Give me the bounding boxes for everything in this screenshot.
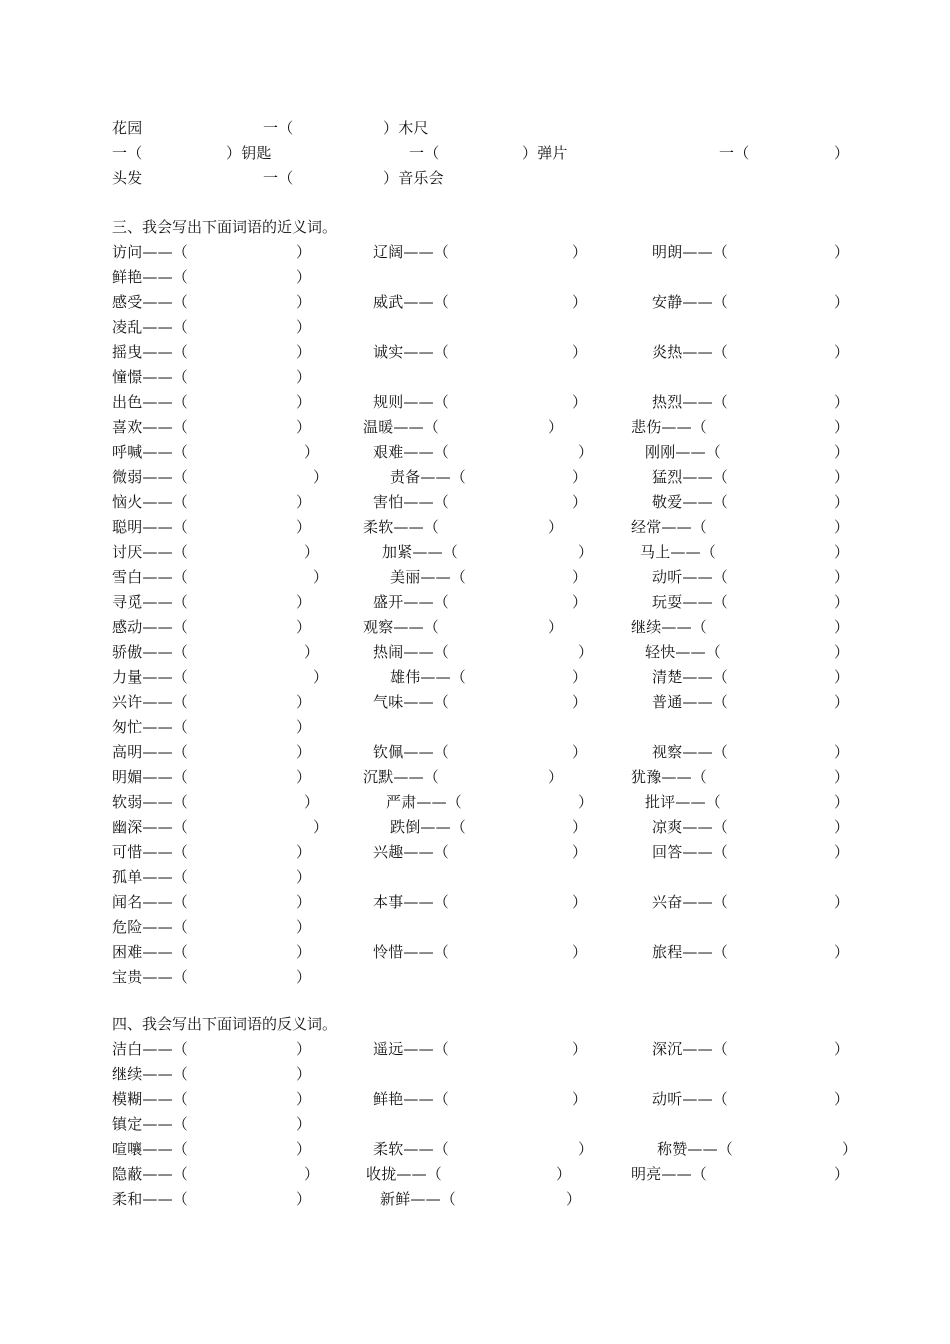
measure-word-text: ）钥匙: [226, 144, 272, 162]
measure-word-blank-open[interactable]: 一（: [263, 119, 294, 137]
synonym-blank-close[interactable]: ）: [304, 793, 320, 811]
antonym-blank-close[interactable]: ）: [578, 1140, 594, 1158]
synonym-blank-close[interactable]: ）: [834, 768, 850, 786]
synonym-word: 责备——（: [390, 468, 467, 486]
synonym-blank-close[interactable]: ）: [834, 618, 850, 636]
synonym-blank-close[interactable]: ）: [578, 543, 594, 561]
synonym-blank-close[interactable]: ）: [834, 593, 850, 611]
measure-word-text: ）音乐会: [383, 169, 444, 187]
synonym-word: 软弱——（: [112, 793, 189, 811]
synonym-blank-close[interactable]: ）: [578, 793, 594, 811]
synonym-blank-close[interactable]: ）: [834, 568, 850, 586]
synonym-blank-close[interactable]: ）: [834, 243, 850, 261]
synonym-blank-close[interactable]: ）: [834, 418, 850, 436]
synonym-blank-close[interactable]: ）: [296, 968, 312, 986]
measure-word-blank-open[interactable]: 一（: [263, 169, 294, 187]
synonym-blank-close[interactable]: ）: [296, 418, 312, 436]
synonym-blank-close[interactable]: ）: [296, 293, 312, 311]
synonym-word: 害怕——（: [373, 493, 450, 511]
synonym-word: 加紧——（: [382, 543, 459, 561]
synonym-word: 沉默——（: [363, 768, 440, 786]
synonym-blank-close[interactable]: ）: [296, 368, 312, 386]
synonym-blank-close[interactable]: ）: [296, 768, 312, 786]
synonym-blank-close[interactable]: ）: [296, 718, 312, 736]
antonym-word: 镇定——（: [112, 1115, 189, 1133]
synonym-blank-close[interactable]: ）: [304, 643, 320, 661]
synonym-word: 继续——（: [631, 618, 708, 636]
synonym-blank-close[interactable]: ）: [834, 668, 850, 686]
measure-word-blank-open[interactable]: 一（: [409, 144, 440, 162]
synonym-word: 宝贵——（: [112, 968, 189, 986]
antonym-blank-close[interactable]: ）: [304, 1165, 320, 1183]
synonym-blank-close[interactable]: ）: [296, 918, 312, 936]
synonym-blank-close[interactable]: ）: [572, 818, 588, 836]
synonym-word: 玩耍——（: [652, 593, 729, 611]
synonym-word: 鲜艳——（: [112, 268, 189, 286]
antonym-blank-close[interactable]: ）: [296, 1090, 312, 1108]
synonym-blank-close[interactable]: ）: [834, 343, 850, 361]
synonym-blank-close[interactable]: ）: [834, 518, 850, 536]
synonym-blank-close[interactable]: ）: [296, 868, 312, 886]
synonym-blank-close[interactable]: ）: [296, 493, 312, 511]
synonym-blank-close[interactable]: ）: [572, 593, 588, 611]
synonym-word: 钦佩——（: [373, 743, 450, 761]
antonym-word: 明亮——（: [631, 1165, 708, 1183]
synonym-blank-close[interactable]: ）: [572, 843, 588, 861]
synonym-blank-close[interactable]: ）: [296, 318, 312, 336]
synonym-blank-close[interactable]: ）: [572, 468, 588, 486]
synonym-word: 力量——（: [112, 668, 189, 686]
synonym-blank-close[interactable]: ）: [572, 393, 588, 411]
measure-word-blank-open[interactable]: 一（: [719, 144, 750, 162]
synonym-word: 骄傲——（: [112, 643, 189, 661]
synonym-word: 感动——（: [112, 618, 189, 636]
antonym-word: 柔和——（: [112, 1190, 189, 1208]
synonym-blank-close[interactable]: ）: [834, 693, 850, 711]
synonym-word: 悲伤——（: [631, 418, 708, 436]
synonym-word: 盛开——（: [373, 593, 450, 611]
synonym-word: 炎热——（: [652, 343, 729, 361]
synonym-blank-close[interactable]: ）: [548, 618, 564, 636]
synonym-word: 憧憬——（: [112, 368, 189, 386]
synonym-word: 温暖——（: [363, 418, 440, 436]
synonym-word: 雄伟——（: [390, 668, 467, 686]
synonym-blank-close[interactable]: ）: [296, 393, 312, 411]
synonym-word: 严肃——（: [386, 793, 463, 811]
antonym-word: 鲜艳——（: [373, 1090, 450, 1108]
synonym-word: 经常——（: [631, 518, 708, 536]
synonym-blank-close[interactable]: ）: [572, 568, 588, 586]
synonym-word: 轻快——（: [645, 643, 722, 661]
synonym-word: 本事——（: [373, 893, 450, 911]
synonym-blank-close[interactable]: ）: [572, 243, 588, 261]
antonym-blank-close[interactable]: ）: [842, 1140, 858, 1158]
synonym-word: 明媚——（: [112, 768, 189, 786]
antonym-word: 隐蔽——（: [112, 1165, 189, 1183]
synonym-blank-close[interactable]: ）: [313, 568, 329, 586]
synonym-word: 凌乱——（: [112, 318, 189, 336]
synonym-word: 兴许——（: [112, 693, 189, 711]
synonym-word: 恼火——（: [112, 493, 189, 511]
synonym-word: 刚刚——（: [645, 443, 722, 461]
synonym-blank-close[interactable]: ）: [572, 343, 588, 361]
synonym-word: 批评——（: [645, 793, 722, 811]
synonym-word: 跌倒——（: [390, 818, 467, 836]
synonym-blank-close[interactable]: ）: [834, 543, 850, 561]
antonym-word: 收拢——（: [366, 1165, 443, 1183]
synonym-word: 马上——（: [640, 543, 717, 561]
antonym-blank-close[interactable]: ）: [834, 1165, 850, 1183]
synonym-word: 旅程——（: [652, 943, 729, 961]
synonym-word: 兴奋——（: [652, 893, 729, 911]
antonym-word: 洁白——（: [112, 1040, 189, 1058]
synonym-word: 艰难——（: [373, 443, 450, 461]
synonym-word: 诚实——（: [373, 343, 450, 361]
synonym-word: 猛烈——（: [652, 468, 729, 486]
synonym-word: 喜欢——（: [112, 418, 189, 436]
synonym-word: 呼喊——（: [112, 443, 189, 461]
synonym-word: 安静——（: [652, 293, 729, 311]
synonym-blank-close[interactable]: ）: [834, 493, 850, 511]
synonym-blank-close[interactable]: ）: [296, 693, 312, 711]
synonym-word: 访问——（: [112, 243, 189, 261]
synonym-blank-close[interactable]: ）: [296, 618, 312, 636]
synonym-blank-close[interactable]: ）: [313, 668, 329, 686]
synonym-word: 摇曳——（: [112, 343, 189, 361]
synonym-word: 规则——（: [373, 393, 450, 411]
synonym-word: 犹豫——（: [631, 768, 708, 786]
synonym-blank-close[interactable]: ）: [572, 693, 588, 711]
synonym-blank-close[interactable]: ）: [296, 243, 312, 261]
synonym-blank-close[interactable]: ）: [296, 893, 312, 911]
synonym-blank-close[interactable]: ）: [296, 518, 312, 536]
synonym-blank-close[interactable]: ）: [834, 843, 850, 861]
synonym-word: 聪明——（: [112, 518, 189, 536]
synonym-word: 幽深——（: [112, 818, 189, 836]
synonym-word: 回答——（: [652, 843, 729, 861]
synonyms-heading: 三、我会写出下面词语的近义词。: [112, 218, 338, 236]
synonym-word: 辽阔——（: [373, 243, 450, 261]
synonym-word: 可惜——（: [112, 843, 189, 861]
synonym-blank-close[interactable]: ）: [572, 668, 588, 686]
synonym-blank-close[interactable]: ）: [313, 818, 329, 836]
measure-word-text: 头发: [112, 169, 143, 187]
synonym-blank-close[interactable]: ）: [572, 743, 588, 761]
measure-word-text: 花园: [112, 119, 143, 137]
synonym-blank-close[interactable]: ）: [572, 493, 588, 511]
synonym-blank-close[interactable]: ）: [296, 743, 312, 761]
synonym-word: 威武——（: [373, 293, 450, 311]
antonym-word: 柔软——（: [373, 1140, 450, 1158]
synonym-blank-close[interactable]: ）: [834, 943, 850, 961]
synonym-blank-close[interactable]: ）: [834, 443, 850, 461]
antonym-word: 动听——（: [652, 1090, 729, 1108]
antonyms-heading: 四、我会写出下面词语的反义词。: [112, 1015, 338, 1033]
synonym-blank-close[interactable]: ）: [834, 393, 850, 411]
synonym-word: 高明——（: [112, 743, 189, 761]
synonym-blank-close[interactable]: ）: [304, 443, 320, 461]
synonym-word: 微弱——（: [112, 468, 189, 486]
synonym-word: 匆忙——（: [112, 718, 189, 736]
synonym-blank-close[interactable]: ）: [572, 893, 588, 911]
synonym-blank-close[interactable]: ）: [304, 543, 320, 561]
antonym-blank-close[interactable]: ）: [296, 1115, 312, 1133]
synonym-blank-close[interactable]: ）: [572, 943, 588, 961]
synonym-word: 雪白——（: [112, 568, 189, 586]
synonym-blank-close[interactable]: ）: [548, 768, 564, 786]
synonym-word: 兴趣——（: [373, 843, 450, 861]
synonym-blank-close[interactable]: ）: [578, 443, 594, 461]
measure-word-blank-open[interactable]: 一（: [112, 144, 143, 162]
synonym-word: 敬爱——（: [652, 493, 729, 511]
antonym-word: 称赞——（: [657, 1140, 734, 1158]
antonym-blank-close[interactable]: ）: [296, 1065, 312, 1083]
synonym-blank-close[interactable]: ）: [834, 793, 850, 811]
synonym-word: 明朗——（: [652, 243, 729, 261]
measure-word-text: ）木尺: [383, 119, 429, 137]
synonym-blank-close[interactable]: ）: [572, 293, 588, 311]
synonym-word: 气味——（: [373, 693, 450, 711]
synonym-blank-close[interactable]: ）: [296, 593, 312, 611]
synonym-word: 清楚——（: [652, 668, 729, 686]
synonym-word: 美丽——（: [390, 568, 467, 586]
synonym-word: 观察——（: [363, 618, 440, 636]
synonym-word: 怜惜——（: [373, 943, 450, 961]
antonym-word: 遥远——（: [373, 1040, 450, 1058]
synonym-blank-close[interactable]: ）: [834, 468, 850, 486]
antonym-blank-close[interactable]: ）: [566, 1190, 582, 1208]
antonym-blank-close[interactable]: ）: [556, 1165, 572, 1183]
synonym-word: 热烈——（: [652, 393, 729, 411]
synonym-word: 出色——（: [112, 393, 189, 411]
synonym-word: 危险——（: [112, 918, 189, 936]
synonym-blank-close[interactable]: ）: [548, 518, 564, 536]
synonym-blank-close[interactable]: ）: [834, 293, 850, 311]
synonym-blank-close[interactable]: ）: [313, 468, 329, 486]
antonym-blank-close[interactable]: ）: [834, 1090, 850, 1108]
antonym-blank-close[interactable]: ）: [296, 1040, 312, 1058]
synonym-word: 动听——（: [652, 568, 729, 586]
synonym-blank-close[interactable]: ）: [834, 818, 850, 836]
synonym-word: 凉爽——（: [652, 818, 729, 836]
antonym-word: 继续——（: [112, 1065, 189, 1083]
synonym-word: 视察——（: [652, 743, 729, 761]
synonym-word: 困难——（: [112, 943, 189, 961]
synonym-blank-close[interactable]: ）: [296, 268, 312, 286]
synonym-blank-close[interactable]: ）: [834, 893, 850, 911]
antonym-blank-close[interactable]: ）: [572, 1040, 588, 1058]
synonym-word: 普通——（: [652, 693, 729, 711]
antonym-blank-close[interactable]: ）: [834, 1040, 850, 1058]
antonym-blank-close[interactable]: ）: [572, 1090, 588, 1108]
antonym-word: 深沉——（: [652, 1040, 729, 1058]
synonym-word: 孤单——（: [112, 868, 189, 886]
synonym-blank-close[interactable]: ）: [834, 643, 850, 661]
antonym-word: 新鲜——（: [380, 1190, 457, 1208]
synonym-blank-close[interactable]: ）: [296, 943, 312, 961]
synonym-word: 寻觅——（: [112, 593, 189, 611]
antonym-word: 模糊——（: [112, 1090, 189, 1108]
measure-word-text: ）弹片: [522, 144, 568, 162]
synonym-blank-close[interactable]: ）: [548, 418, 564, 436]
measure-word-text: ）: [834, 144, 850, 162]
synonym-word: 柔软——（: [363, 518, 440, 536]
synonym-blank-close[interactable]: ）: [578, 643, 594, 661]
antonym-blank-close[interactable]: ）: [296, 1140, 312, 1158]
synonym-blank-close[interactable]: ）: [296, 843, 312, 861]
synonym-word: 闻名——（: [112, 893, 189, 911]
antonym-blank-close[interactable]: ）: [296, 1190, 312, 1208]
antonym-word: 喧嚷——（: [112, 1140, 189, 1158]
synonym-word: 讨厌——（: [112, 543, 189, 561]
synonym-blank-close[interactable]: ）: [296, 343, 312, 361]
synonym-blank-close[interactable]: ）: [834, 743, 850, 761]
synonym-word: 感受——（: [112, 293, 189, 311]
synonym-word: 热闹——（: [373, 643, 450, 661]
